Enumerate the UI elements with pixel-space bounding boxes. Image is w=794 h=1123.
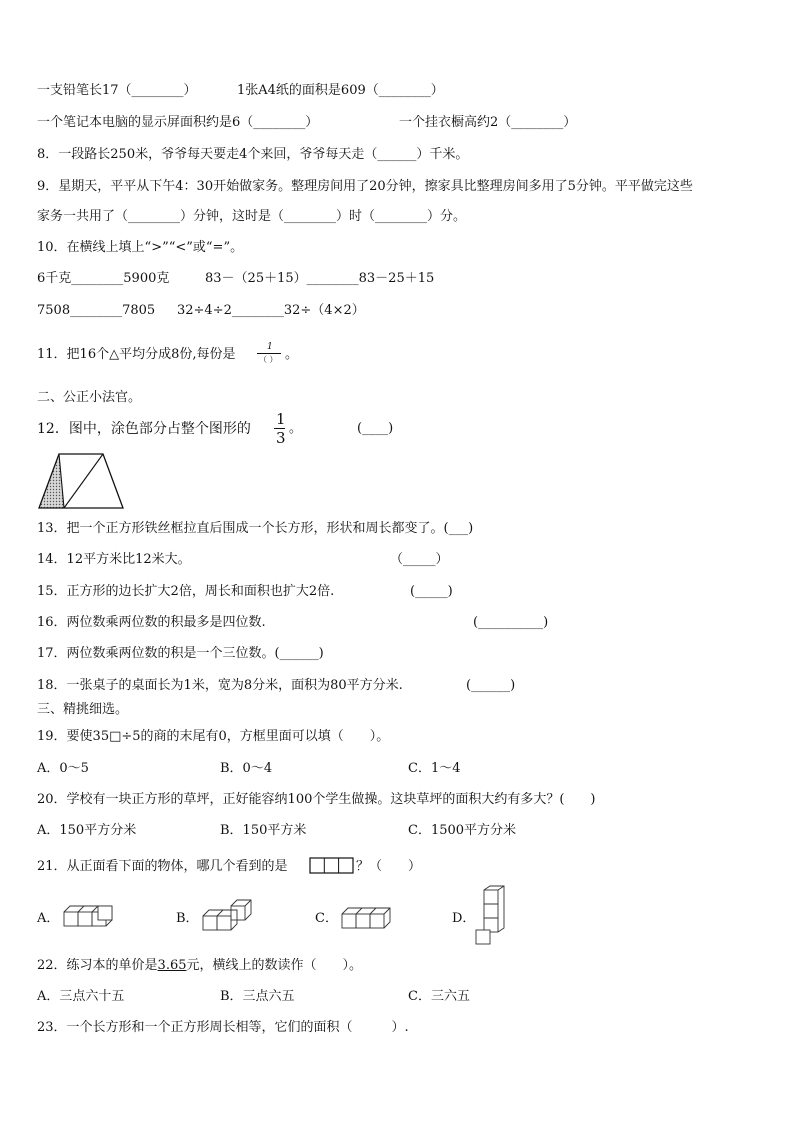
option-19-b: B．0～4 <box>220 761 273 776</box>
question-17: 17．两位数乘两位数的积是一个三位数。(______) <box>37 646 324 661</box>
option-22-a: A．三点六十五 <box>37 989 125 1004</box>
question-12-end: 。 <box>289 421 303 436</box>
question-10: 10．在横线上填上“>”“<”或“=”。 <box>37 240 244 255</box>
three-squares-view-icon <box>309 857 355 875</box>
compare-row2-b: 32÷4÷2________32÷（4×2） <box>177 303 365 318</box>
question-9-line2: 家务一共用了（________）分钟，这时是（________）时（________）分。 <box>37 209 467 224</box>
answer-blank-12: (____) <box>357 421 394 436</box>
fraction-denominator: 3 <box>276 429 286 447</box>
question-19: 19．要使35□÷5的商的末尾有0，方框里面可以填（ ）。 <box>37 729 390 744</box>
answer-blank-18: (______) <box>466 678 516 693</box>
cube-group-b-icon <box>201 898 253 934</box>
option-20-c: C．1500平方分米 <box>408 823 517 838</box>
option-19-a: A．0～5 <box>37 761 89 776</box>
fraction-numerator: 1 <box>267 342 273 352</box>
section-3-heading: 三、精挑细选。 <box>37 702 129 717</box>
question-8: 8．一段路长250米，爷爷每天要走4个来回，爷爷每天走（______）千米。 <box>37 147 469 162</box>
fraction-numerator: 1 <box>276 410 286 428</box>
option-21-c-label: C． <box>315 911 338 926</box>
question-21: 21．从正面看下面的物体，哪几个看到的是 <box>37 859 288 874</box>
fraction-denominator: （ ） <box>259 355 278 364</box>
question-9-line1: 9．星期天，平平从下午4：30开始做家务。整理房间用了20分钟，擦家具比整理房间多用了5分钟。平平做完这些 <box>37 179 693 194</box>
cube-group-a-icon <box>62 902 120 932</box>
answer-blank-16: (__________) <box>473 615 549 630</box>
fraction-one-third <box>273 410 287 446</box>
question-20: 20．学校有一块正方形的草坪，正好能容纳100个学生做操。这块草坪的面积大约有多大？( ) <box>37 792 596 807</box>
compare-row1-b: 83－（25＋15）________83－25＋15 <box>205 271 435 286</box>
question-22-prefix: 22．练习本的单价是 <box>37 958 158 973</box>
compare-row1-a: 6千克________5900克 <box>37 271 170 286</box>
fill-pencil-length: 一支铅笔长17（________） <box>37 83 197 98</box>
option-21-d-label: D． <box>452 911 476 926</box>
option-20-a: A．150平方分米 <box>37 823 137 838</box>
question-18: 18．一张桌子的桌面长为1米，宽为8分米，面积为80平方分米. <box>37 678 403 693</box>
answer-blank-14: （_____） <box>390 552 449 567</box>
option-21-b-label: B． <box>176 911 199 926</box>
answer-blank-15: (_____) <box>410 584 453 599</box>
question-11-end: 。 <box>285 347 299 362</box>
cube-group-c-icon <box>340 902 394 932</box>
question-22 <box>37 957 362 975</box>
question-12: 12．图中，涂色部分占整个图形的 <box>37 421 251 437</box>
option-20-b: B．150平方米 <box>220 823 307 838</box>
fill-a4-area: 1张A4纸的面积是609（________） <box>237 83 444 98</box>
compare-row2-a: 7508________7805 <box>37 303 156 318</box>
question-11: 11．把16个△平均分成8份,每份是 <box>37 347 236 362</box>
question-15: 15．正方形的边长扩大2倍，周长和面积也扩大2倍. <box>37 584 335 599</box>
question-13: 13．把一个正方形铁丝框拉直后围成一个长方形，形状和周长都变了。(___) <box>37 521 474 536</box>
fill-laptop-screen: 一个笔记本电脑的显示屏面积约是6（________） <box>37 115 319 130</box>
option-19-c: C．1～4 <box>408 761 461 776</box>
cube-group-d-icon <box>474 886 506 948</box>
underlined-price: 3.65 <box>157 958 187 973</box>
question-16: 16．两位数乘两位数的积最多是四位数. <box>37 615 266 630</box>
question-23: 23．一个长方形和一个正方形周长相等，它们的面积（ ）. <box>37 1020 409 1035</box>
question-22-suffix: 元，横线上的数读作（ ）。 <box>186 958 363 973</box>
question-21-end: ？（ ） <box>356 859 422 874</box>
option-21-a-label: A． <box>37 911 60 926</box>
option-22-b: B．三点六五 <box>220 989 295 1004</box>
fraction-one-over-blank <box>257 342 283 368</box>
trapezoid-figure <box>37 452 127 510</box>
section-2-heading: 二、公正小法官。 <box>37 390 142 405</box>
fill-wardrobe-height: 一个挂衣橱高约2（________） <box>399 115 577 130</box>
divider-line <box>64 454 103 508</box>
option-22-c: C．三六五 <box>408 989 470 1004</box>
question-14: 14．12平方米比12米大。 <box>37 552 191 567</box>
